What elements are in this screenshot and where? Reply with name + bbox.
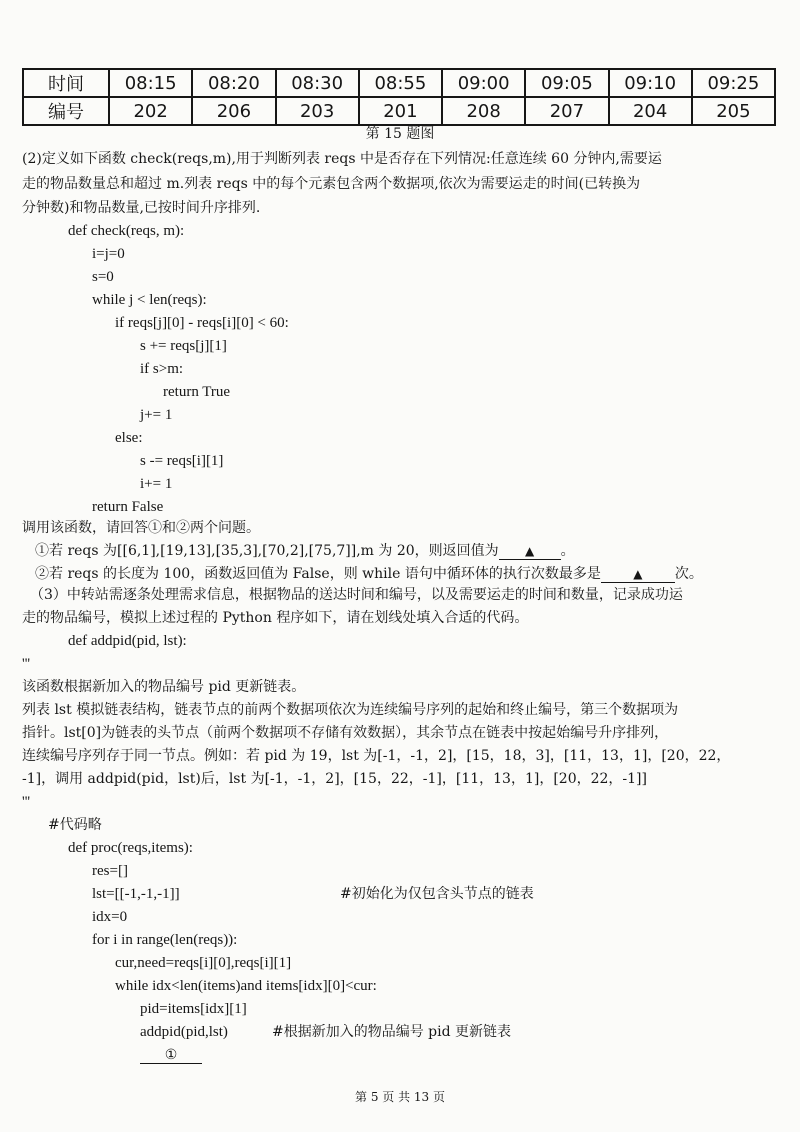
q2-sub2-text: ②若 reqs 的长度为 100，函数返回值为 False，则 while 语句中循环体的执行次数最多是 bbox=[35, 566, 601, 582]
doc-line: 该函数根据新加入的物品编号 pid 更新链表。 bbox=[22, 679, 306, 695]
q2-sub1-text: ①若 reqs 为[[6,1],[19,13],[35,3],[70,2],[75,7]],m 为 20，则返回值为 bbox=[35, 543, 499, 559]
q2-intro-line: 分钟数)和物品数量,已按时间升序排列. bbox=[22, 200, 261, 216]
code-line: lst=[[-1,-1,-1]] bbox=[92, 886, 180, 902]
figure-caption: 第 15 题图 bbox=[365, 126, 435, 142]
id-cell: 202 bbox=[109, 97, 192, 125]
answer-blank[interactable] bbox=[499, 543, 561, 560]
page-footer: 第 5 页 共 13 页 bbox=[355, 1090, 445, 1104]
code-omitted-comment: #代码略 bbox=[48, 817, 102, 833]
code-line: def check(reqs, m): bbox=[68, 223, 185, 239]
id-cell: 203 bbox=[276, 97, 359, 125]
time-row bbox=[23, 69, 775, 97]
code-line: s += reqs[j][1] bbox=[140, 338, 227, 354]
code-line: pid=items[idx][1] bbox=[140, 1001, 247, 1017]
blank-label: ① bbox=[140, 1047, 202, 1064]
id-row bbox=[23, 97, 775, 125]
docstring-quote: ''' bbox=[22, 656, 31, 672]
triangle-icon: ▲ bbox=[633, 567, 643, 581]
time-cell: 09:25 bbox=[692, 69, 775, 97]
q3-intro-line: 走的物品编号，模拟上述过程的 Python 程序如下，请在划线处填入合适的代码。 bbox=[22, 610, 529, 626]
code-line: i=j=0 bbox=[92, 246, 125, 262]
code-line: cur,need=reqs[i][0],reqs[i][1] bbox=[115, 955, 292, 971]
q2-intro-line: (2)定义如下函数 check(reqs,m),用于判断列表 reqs 中是否存在下列情况:任意连续 60 分钟内,需要运 bbox=[22, 151, 662, 167]
id-cell: 206 bbox=[192, 97, 275, 125]
schedule-table bbox=[22, 68, 776, 126]
code-comment: #根据新加入的物品编号 pid 更新链表 bbox=[272, 1024, 512, 1040]
answer-blank-1[interactable] bbox=[140, 1046, 202, 1064]
doc-line: -1]，调用 addpid(pid，lst)后，lst 为[-1，-1，2]，[15，22，-1]，[11，13，1]，[20，22，-1]] bbox=[22, 771, 647, 787]
id-row-label: 编号 bbox=[23, 97, 109, 125]
code-line: return False bbox=[92, 499, 164, 515]
code-line: def proc(reqs,items): bbox=[68, 840, 193, 856]
code-line: addpid(pid,lst) bbox=[140, 1024, 228, 1040]
code-line: def addpid(pid, lst): bbox=[68, 633, 187, 649]
code-comment: #初始化为仅包含头节点的链表 bbox=[340, 886, 534, 902]
time-cell: 08:15 bbox=[109, 69, 192, 97]
q2-prompt: 调用该函数，请回答①和②两个问题。 bbox=[22, 520, 260, 536]
code-line: s=0 bbox=[92, 269, 114, 285]
q2-sub2 bbox=[35, 565, 703, 583]
code-line: while idx<len(items)and items[idx][0]<cur: bbox=[115, 978, 377, 994]
q3-intro-line: （3）中转站需逐条处理需求信息，根据物品的送达时间和编号，以及需要运走的时间和数量，记录成功运 bbox=[30, 587, 683, 603]
time-cell: 09:00 bbox=[442, 69, 525, 97]
code-line: i+= 1 bbox=[140, 476, 173, 492]
time-cell: 09:05 bbox=[525, 69, 608, 97]
code-line: s -= reqs[i][1] bbox=[140, 453, 224, 469]
id-cell: 205 bbox=[692, 97, 775, 125]
time-cell: 09:10 bbox=[609, 69, 692, 97]
doc-line: 列表 lst 模拟链表结构，链表节点的前两个数据项依次为连续编号序列的起始和终止编号，第三个数据项为 bbox=[22, 702, 679, 718]
code-line: return True bbox=[163, 384, 231, 400]
q2-sub1-end: 。 bbox=[560, 543, 575, 559]
id-cell: 201 bbox=[359, 97, 442, 125]
q2-sub1 bbox=[35, 542, 575, 560]
time-cell: 08:20 bbox=[192, 69, 275, 97]
id-cell: 207 bbox=[525, 97, 608, 125]
code-line: j+= 1 bbox=[140, 407, 173, 423]
docstring-quote: ''' bbox=[22, 794, 31, 810]
code-line: while j < len(reqs): bbox=[92, 292, 207, 308]
time-cell: 08:55 bbox=[359, 69, 442, 97]
doc-line: 指针。lst[0]为链表的头节点（前两个数据项不存储有效数据），其余节点在链表中按起始编号升序排列， bbox=[22, 725, 669, 741]
code-line: if reqs[j][0] - reqs[i][0] < 60: bbox=[115, 315, 289, 331]
id-cell: 204 bbox=[609, 97, 692, 125]
code-line: res=[] bbox=[92, 863, 128, 879]
time-cell: 08:30 bbox=[276, 69, 359, 97]
q2-sub2-end: 次。 bbox=[674, 566, 703, 582]
doc-line: 连续编号序列存于同一节点。例如：若 pid 为 19，lst 为[-1，-1，2]，[15，18，3]，[11，13，1]，[20，22， bbox=[22, 748, 731, 764]
code-line: idx=0 bbox=[92, 909, 128, 925]
triangle-icon: ▲ bbox=[525, 544, 535, 558]
answer-blank[interactable] bbox=[601, 566, 675, 583]
code-line: for i in range(len(reqs)): bbox=[92, 932, 238, 948]
code-line: if s>m: bbox=[140, 361, 184, 377]
id-cell: 208 bbox=[442, 97, 525, 125]
q2-intro-line: 走的物品数量总和超过 m.列表 reqs 中的每个元素包含两个数据项,依次为需要运走的时间(已转换为 bbox=[22, 176, 641, 192]
time-row-label: 时间 bbox=[23, 69, 109, 97]
code-line: else: bbox=[115, 430, 143, 446]
